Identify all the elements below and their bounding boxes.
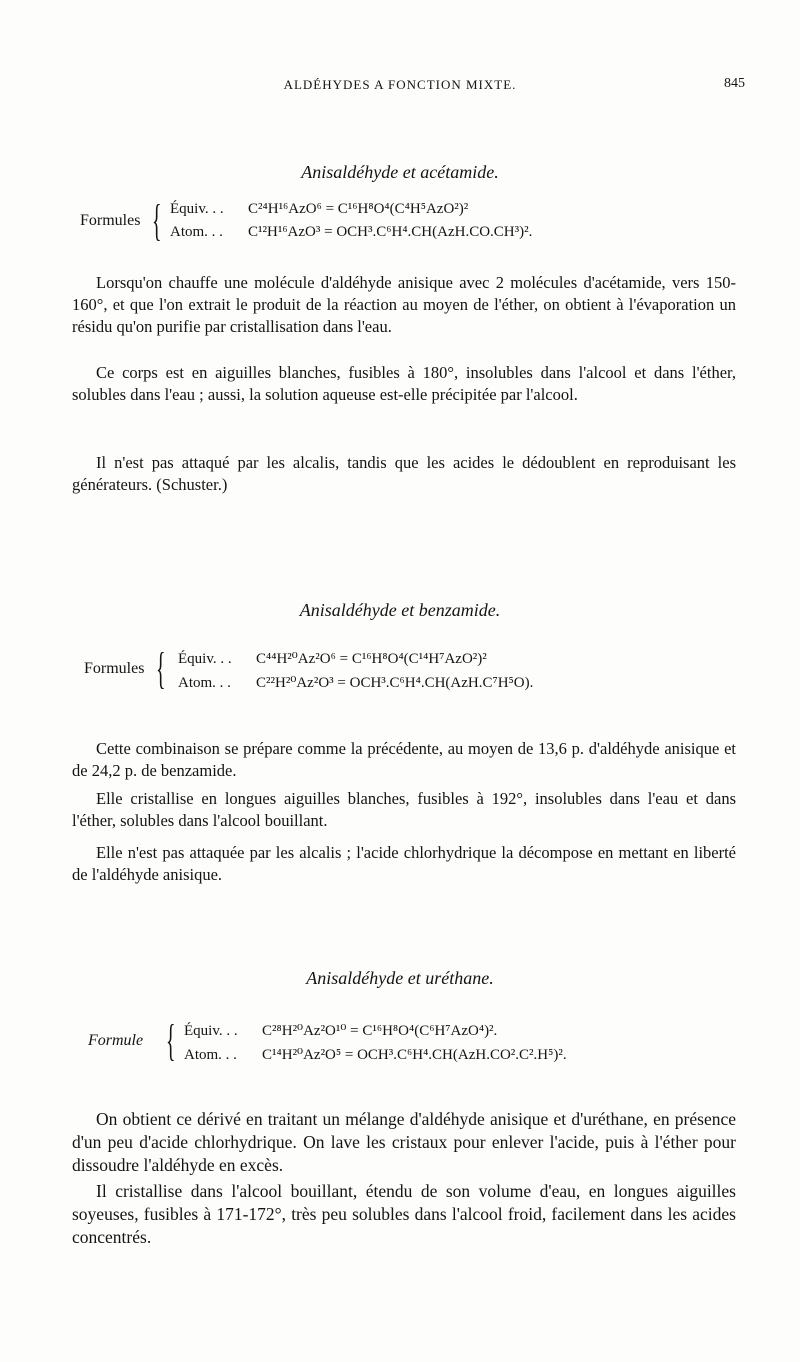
formula-row-atom: Atom. . . C¹⁴H²⁰Az²O⁵ = OCH³.C⁶H⁴.CH(AzH.CO².C².H⁵)². xyxy=(184,1047,567,1063)
brace-icon: { xyxy=(156,644,166,693)
brace-icon: { xyxy=(166,1016,176,1065)
section-title-benzamide: Anisaldéhyde et benzamide. xyxy=(299,600,501,620)
page-number: 845 xyxy=(724,76,745,91)
section-title-urethane: Anisaldéhyde et uréthane. xyxy=(306,968,494,988)
paragraph: Elle n'est pas attaquée par les alcalis ; l'acide chlorhydrique la décompose en mettant en liberté de l'aldéhyde anisique. xyxy=(72,843,736,884)
formula-block-acetamide xyxy=(80,198,740,248)
formula-row-equiv: Équiv. . . C²⁸H²⁰Az²O¹⁰ = C¹⁶H⁸O⁴(C⁶H⁷AzO⁴)². xyxy=(184,1023,498,1039)
formula-label: Formules xyxy=(84,660,145,677)
paragraph: On obtient ce dérivé en traitant un mélange d'aldéhyde anisique et d'uréthane, en présence d'un peu d'acide chlorhydrique. On lave les cristaux pour enlever l'acide, puis à l'éther pour dissoudre l'aldéhyde en excès. xyxy=(72,1109,736,1175)
brace-icon: { xyxy=(152,196,162,245)
section-title-acetamide: Anisaldéhyde et acétamide. xyxy=(301,162,499,182)
formula-row-equiv: Équiv. . . C⁴⁴H²⁰Az²O⁶ = C¹⁶H⁸O⁴(C¹⁴H⁷AzO²)² xyxy=(178,651,487,667)
running-title: ALDÉHYDES A FONCTION MIXTE. xyxy=(283,77,517,92)
formula-row-equiv: Équiv. . . C²⁴H¹⁶AzO⁶ = C¹⁶H⁸O⁴(C⁴H⁵AzO²)² xyxy=(170,201,469,217)
formula-block-urethane xyxy=(88,1018,748,1068)
paragraph: Ce corps est en aiguilles blanches, fusibles à 180°, insolubles dans l'alcool et dans l'éther, solubles dans l'eau ; aussi, la solution aqueuse est-elle précipitée par l'alcool. xyxy=(72,363,736,404)
paragraph: Elle cristallise en longues aiguilles blanches, fusibles à 192°, insolubles dans l'eau et dans l'éther, solubles dans l'alcool bouillant. xyxy=(72,789,736,830)
paragraph: Il n'est pas attaqué par les alcalis, tandis que les acides le dédoublent en reproduisant les générateurs. (Schuster.) xyxy=(72,453,736,494)
running-header xyxy=(0,75,800,99)
paragraph: Cette combinaison se prépare comme la précédente, au moyen de 13,6 p. d'aldéhyde anisique et de 24,2 p. de benzamide. xyxy=(72,739,736,780)
formula-row-atom: Atom. . . C²²H²⁰Az²O³ = OCH³.C⁶H⁴.CH(AzH.C⁷H⁵O). xyxy=(178,675,534,691)
paragraph: Il cristallise dans l'alcool bouillant, étendu de son volume d'eau, en longues aiguilles soyeuses, fusibles à 171-172°, très peu solubles dans l'alcool froid, facilement dans les acides concentrés. xyxy=(72,1181,736,1247)
formula-label: Formules xyxy=(80,212,141,229)
formula-row-atom: Atom. . . C¹²H¹⁶AzO³ = OCH³.C⁶H⁴.CH(AzH.CO.CH³)². xyxy=(170,224,533,240)
paragraph: Lorsqu'on chauffe une molécule d'aldéhyde anisique avec 2 molécules d'acétamide, vers 150-160°, et que l'on extrait le produit de la réaction au moyen de l'éther, on obtient à l'évaporation un résidu qu'on purifie par cristallisation dans l'eau. xyxy=(72,273,736,336)
formula-block-benzamide xyxy=(84,646,744,696)
formula-label: Formule xyxy=(88,1032,144,1049)
